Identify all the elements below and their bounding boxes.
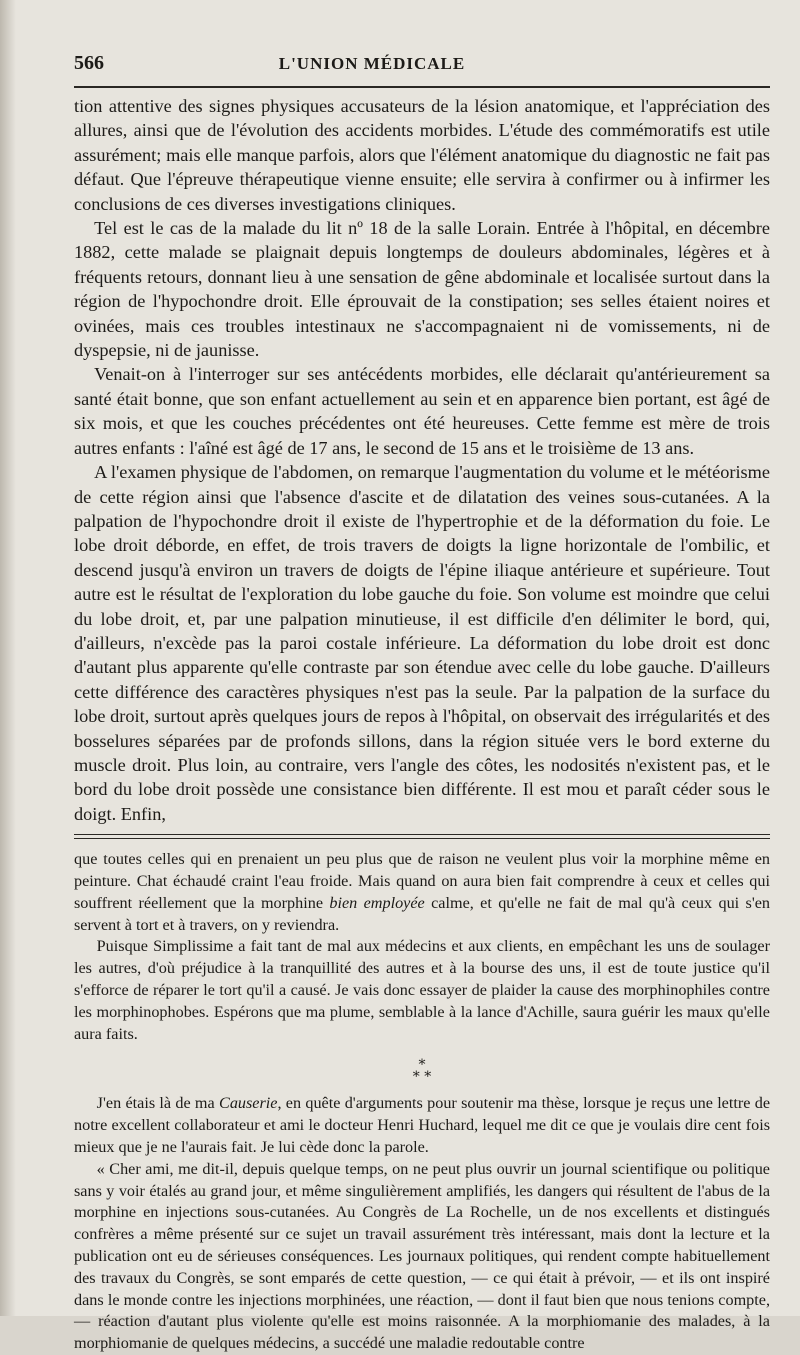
feuilleton-text: J'en étais là de ma (96, 1094, 215, 1113)
article-paragraph: tion attentive des signes physiques accusateurs de la lésion anatomique, et l'appréciation des allures, ainsi que de l'évolution des accidents morbides. L'étude des commémoratifs est utile assurément; mais elle manque parfois, alors que l'élément anatomique du diagnostic ne fait pas défaut. Que l'épreuve thérapeutique vienne ensuite; elle servira à confirmer ou à infirmer les conclusions de ces diverses investigations cliniques. (74, 96, 770, 214)
article-paragraph: Tel est le cas de la malade du lit nº 18 de la salle Lorain. Entrée à l'hôpital, en décembre 1882, cette malade se plaignait depuis longtemps de douleurs abdominales, légères et à fréquents retours, donnant lieu à une sensation de gêne abdominale et localisée surtout dans la région de l'hypochondre droit. Elle éprouvait de la constipation; ses selles étaient noires et ovinées, mais ces troubles intestinaux ne s'accompagnaient ni de vomissements, ni de dyspepsie, ni de jaunisse. (74, 218, 770, 361)
feuilleton-paragraph: Puisque Simplissime a fait tant de mal aux médecins et aux clients, en empêchant les uns de soulager les autres, d'où préjudice à la tranquillité des autres et à la bourse des uns, il est de toute justice qu'il s'efforce de réparer le tort qu'il a causé. Je vais donc essayer de plaider la cause des morphinophiles contre les morphinophobes. Espérons que ma plume, semblable à la lance d'Achille, saura guérir les maux qu'elle aura faits. (74, 937, 770, 1043)
feuilleton-text: que toutes celles qui en prenaient un peu plus que de raison ne veulent plus voir la morphine même en peinture. Chat échaudé craint l'eau froide. Mais quand on aura bien fait comprendre à ceux et celles qui souffrent réellement que la morphine (74, 850, 770, 912)
article-paragraph: A l'examen physique de l'abdomen, on remarque l'augmentation du volume et le météorisme de cette région ainsi que l'absence d'ascite et de dilatation des veines sous-cutanées. A la palpation de l'hypochondre droit il existe de l'hypertrophie et de la déformation du foie. Le lobe droit déborde, en effet, de trois travers de doigts la ligne horizontale de l'ombilic, et descend jusqu'à environ un travers de doigts de l'épine iliaque antérieure et supérieure. Tout autre est le résultat de l'exploration du lobe gauche du foie. Son volume est moindre que celui du lobe droit, et, par une palpation minutieuse, il est difficile d'en délimiter le bord, qui, d'ailleurs, n'excède pas la paroi costale inférieure. La déformation du lobe droit est donc d'autant plus apparente qu'elle contraste par son étendue avec celle du lobe gauche. D'ailleurs cette différence des caractères physiques n'est pas la seule. Par la palpation de la surface du lobe droit, surtout après quelques jours de repos à l'hôpital, on observait des irrégularités et des bosselures séparées par de profonds sillons, dans la région située vers le bord externe du muscle droit. Plus loin, au contraire, vers l'angle des côtes, les nodosités n'existent pas, et le bord du lobe droit possède une consistance bien différente. Il est mou et paraît céder sous le doigt. Enfin, (74, 462, 770, 824)
feuilleton-text: calme, et qu'elle ne fait de mal qu'à ceux qui s'en servent à tort et à travers, on y reviendra. (74, 893, 771, 934)
feuilleton-emphasis: bien employée (329, 893, 425, 912)
feuilleton-section (74, 849, 770, 1355)
page-number: 566 (74, 52, 104, 74)
book-spine-shadow (0, 0, 16, 1316)
feuilleton-paragraph (74, 1093, 770, 1158)
feuilleton-separator-rule (74, 834, 770, 839)
article-body (74, 94, 770, 826)
feuilleton-paragraph: « Cher ami, me dit-il, depuis quelque temps, on ne peut plus ouvrir un journal scientifique ou politique sans y voir étalés au grand jour, et même singulièrement amplifiés, les dangers qui résultent de l'abus de la morphine en injections sous-cutanées. Au Congrès de La Rochelle, un de nos excellents et distingués confrères a même présenté sur ce sujet un travail assurément très intéressant, mais dont la lecture et la publication ont eu de sérieuses conséquences. Les journaux politiques, qui rendent compte habituellement des travaux du Congrès, se sont emparés de cette question, — ce qui était à prévoir, — et ils ont inspiré dans le monde contre les injections morphinées, une réaction, — dont il faut bien que nous tenions compte, — réaction d'autant plus violente qu'elle est moins raisonnée. A la morphiomanie des malades, à la morphiomanie de quelques médecins, a succédé une maladie redoutable contre (74, 1159, 770, 1353)
feuilleton-emphasis: Causerie (219, 1094, 278, 1113)
running-head (74, 52, 770, 88)
feuilleton-text: , en quête d'arguments pour soutenir ma thèse, lorsque je reçus une lettre de notre excellent collaborateur et ami le docteur Henri Huchard, lequel me dit ce que je voulais dire cent fois mieux que je ne l'aurais fait. Je lui cède donc la parole. (74, 1094, 771, 1156)
article-paragraph: Venait-on à l'interroger sur ses antécédents morbides, elle déclarait qu'antérieurement sa santé était bonne, que son enfant actuellement au sein et en apparence bien portant, est âgé de six mois, et que les couches précédentes ont été heureuses. Cette femme est mère de trois autres enfants : l'aîné est âgé de 17 ans, le second de 15 ans et le troisième de 13 ans. (74, 364, 770, 458)
asterism-divider: * * * (412, 1057, 432, 1086)
journal-title: L'UNION MÉDICALE (278, 54, 466, 73)
feuilleton-paragraph (74, 849, 770, 936)
